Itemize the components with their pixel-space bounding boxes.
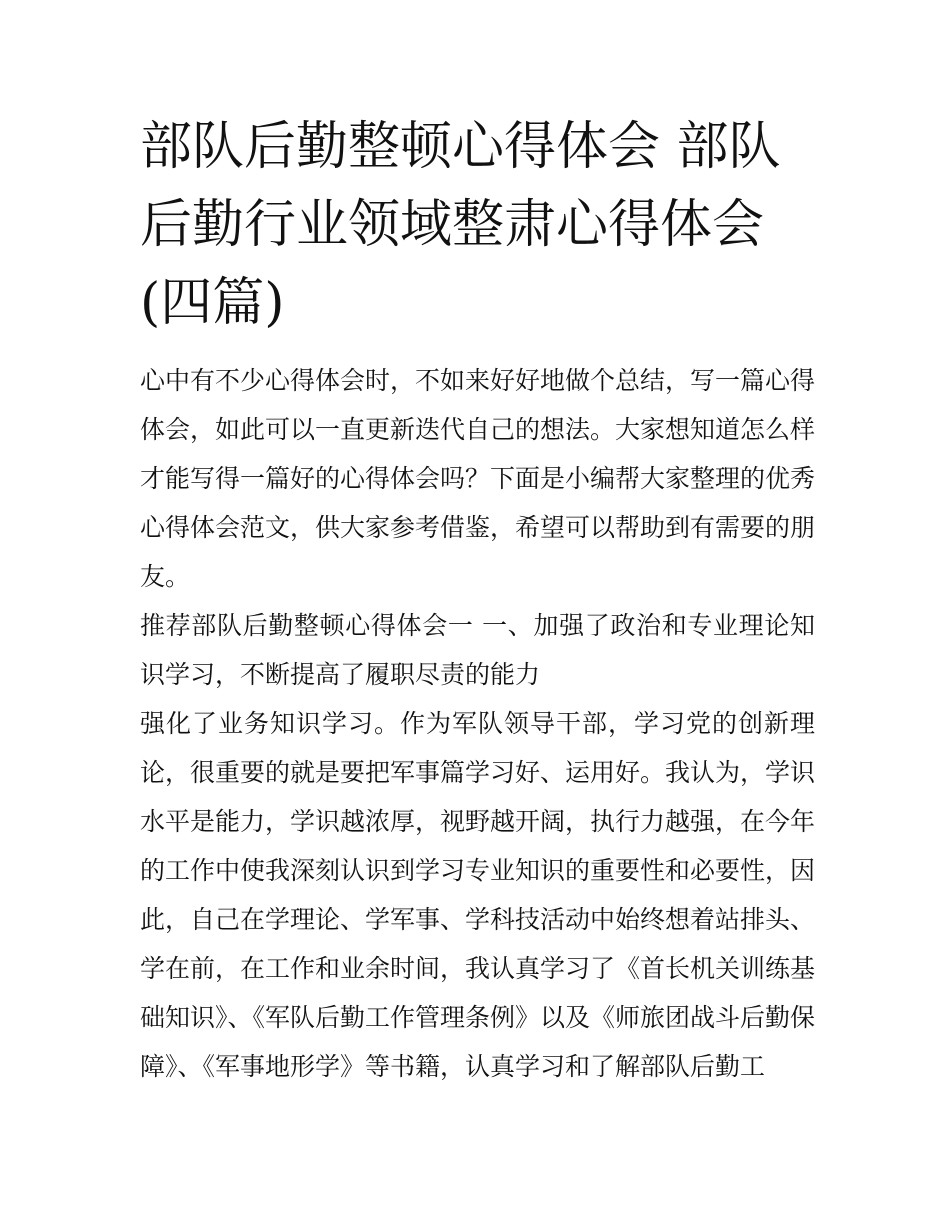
section-heading-paragraph: 推荐部队后勤整顿心得体会一 一、加强了政治和专业理论知识学习，不断提高了履职尽责的能力 [140, 611, 815, 689]
document-title: 部队后勤整顿心得体会 部队后勤行业领域整肃心得体会(四篇) [140, 117, 781, 333]
document-body [140, 356, 815, 1091]
intro-paragraph: 心中有不少心得体会时，不如来好好地做个总结，写一篇心得体会，如此可以一直更新迭代自己的想法。大家想知道怎么样才能写得一篇好的心得体会吗？下面是小编帮大家整理的优秀心得体会范文，供大家参考借鉴，希望可以帮助到有需要的朋友。 [140, 366, 816, 591]
body-paragraph: 强化了业务知识学习。作为军队领导干部，学习党的创新理论，很重要的就是要把军事篇学习好、运用好。我认为，学识水平是能力，学识越浓厚，视野越开阔，执行力越强，在今年的工作中使我深刻认识到学习专业知识的重要性和必要性，因此，自己在学理论、学军事、学科技活动中始终想着站排头、学在前，在工作和业余时间，我认真学习了《首长机关训练基础知识》、《军队后勤工作管理条例》以及《师旅团战斗后勤保障》、《军事地形学》等书籍，认真学习和了解部队后勤工 [140, 709, 816, 1081]
